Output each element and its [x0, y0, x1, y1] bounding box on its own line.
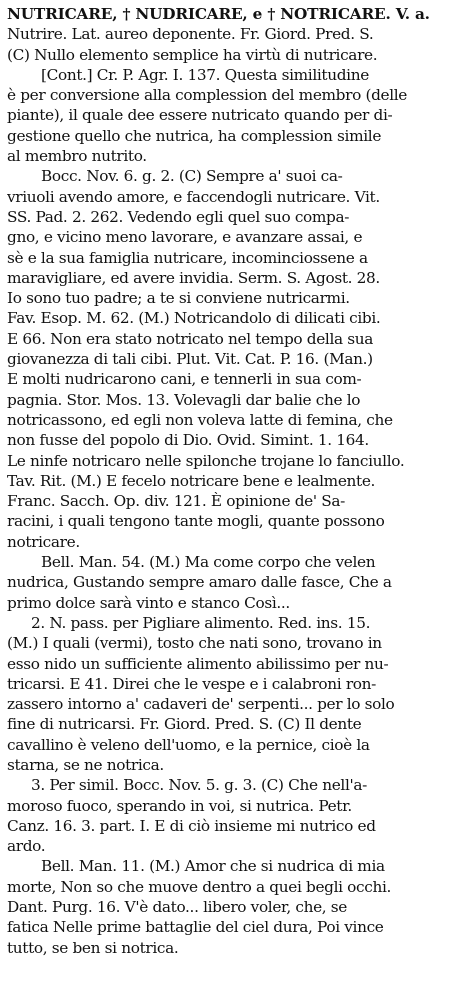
text-line: non fusse del popolo di Dio. Ovid. Simint. 1. 164.: [7, 431, 369, 450]
text-line: Bell. Man. 54. (M.) Ma come corpo che velen: [41, 553, 376, 572]
text-line: Canz. 16. 3. part. I. E di ciò insieme mi nutrico ed: [7, 816, 376, 835]
text-line: [Cont.] Cr. P. Agr. I. 137. Questa similitudine: [41, 65, 369, 84]
text-line: cavallino è veleno dell'uomo, e la pernice, cioè la: [7, 735, 370, 754]
text-line: giovanezza di tali cibi. Plut. Vit. Cat. P. 16. (Man.): [7, 350, 373, 369]
text-line: notricare.: [7, 532, 80, 551]
text-line: E 66. Non era stato notricato nel tempo della sua: [7, 329, 374, 348]
text-line: esso nido un sufficiente alimento abilissimo per nu-: [7, 654, 389, 673]
text-line: al membro nutrito.: [7, 147, 147, 166]
text-line: Io sono tuo padre; a te si conviene nutricarmi.: [7, 289, 350, 308]
text-line: E molti nudricarono cani, e tennerli in sua com-: [7, 370, 362, 389]
text-line: starna, se ne notrica.: [7, 755, 164, 774]
text-line: Dant. Purg. 16. V'è dato... libero voler, che, se: [7, 898, 348, 917]
text-line: vriuoli avendo amore, e faccendogli nutricare. Vit.: [7, 187, 380, 206]
text-line: fatica Nelle prime battaglie del ciel dura, Poi vince: [7, 918, 384, 937]
text-line: Bell. Man. 11. (M.) Amor che si nudrica di mia: [41, 857, 385, 876]
entry-headword: NUTRICARE, † NUDRICARE, e † NOTRICARE. V. a.: [7, 5, 430, 23]
text-line: zassero intorno a' cadaveri de' serpenti... per lo solo: [7, 695, 395, 714]
text-line: piante), il quale dee essere nutricato quando per di-: [7, 106, 393, 125]
text-line: primo dolce sarà vinto e stanco Così...: [7, 593, 290, 612]
text-line: pagnia. Stor. Mos. 13. Volevagli dar balie che lo: [7, 390, 361, 409]
text-line: (C) Nullo elemento semplice ha virtù di nutricare.: [7, 45, 378, 64]
text-line: morte, Non so che muove dentro a quei begli occhi.: [7, 877, 392, 896]
text-line: Fav. Esop. M. 62. (M.) Notricandolo di dilicati cibi.: [7, 309, 381, 328]
text-line: Nutrire. Lat. aureo deponente. Fr. Giord. Pred. S.: [7, 25, 374, 44]
text-line: 3. Per simil. Bocc. Nov. 5. g. 3. (C) Che nell'a-: [31, 776, 367, 795]
text-line: Tav. Rit. (M.) E fecelo notricare bene e lealmente.: [7, 471, 376, 490]
text-line: gestione quello che nutrica, ha complession simile: [7, 126, 382, 145]
text-line: 2. N. pass. per Pigliare alimento. Red. ins. 15.: [31, 613, 371, 632]
text-line: (M.) I quali (vermi), tosto che nati sono, trovano in: [7, 634, 382, 653]
text-line: è per conversione alla complession del membro (delle: [7, 86, 407, 105]
text-line: notricassono, ed egli non voleva latte di femina, che: [7, 410, 393, 429]
text-line: fine di nutricarsi. Fr. Giord. Pred. S. (C) Il dente: [7, 715, 362, 734]
text-line: moroso fuoco, sperando in voi, si nutrica. Petr.: [7, 796, 352, 815]
text-line: Franc. Sacch. Op. div. 121. È opinione de' Sa-: [7, 492, 345, 511]
text-line: sè e la sua famiglia nutricare, incominciossene a: [7, 248, 368, 267]
text-line: Bocc. Nov. 6. g. 2. (C) Sempre a' suoi ca-: [41, 167, 343, 186]
text-line: tutto, se ben si notrica.: [7, 938, 179, 957]
text-line: tricarsi. E 41. Direi che le vespe e i calabroni ron-: [7, 674, 376, 693]
text-line: nudrica, Gustando sempre amaro dalle fasce, Che a: [7, 573, 392, 592]
text-line: gno, e vicino meno lavorare, e avanzare assai, e: [7, 228, 363, 247]
text-line: racini, i quali tengono tante mogli, quante possono: [7, 512, 385, 531]
text-line: Le ninfe notricaro nelle spilonche trojane lo fanciullo.: [7, 451, 405, 470]
text-line: maravigliare, ed avere invidia. Serm. S. Agost. 28.: [7, 268, 380, 287]
text-line: ardo.: [7, 837, 46, 856]
text-line: SS. Pad. 2. 262. Vedendo egli quel suo compa-: [7, 207, 350, 226]
